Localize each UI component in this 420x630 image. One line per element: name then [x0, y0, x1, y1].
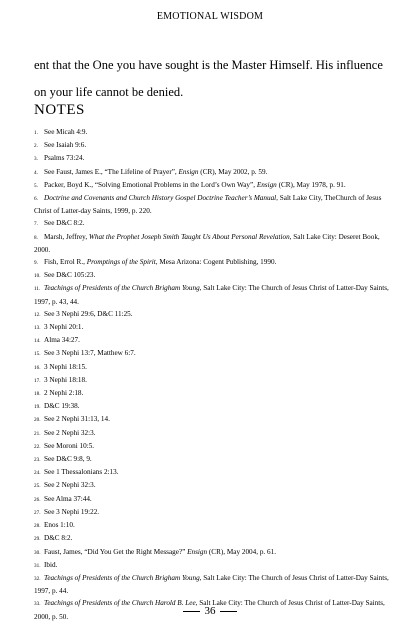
note-number: 3. — [34, 156, 38, 163]
note-item — [34, 506, 390, 519]
note-number: 14. — [34, 338, 41, 345]
note-number: 23. — [34, 457, 41, 464]
note-number: 18. — [34, 391, 41, 398]
note-text: See 3 Nephi 19:22. — [44, 507, 100, 516]
note-text: See 2 Nephi 31:13, 14. — [44, 415, 110, 424]
note-number: 31. — [34, 562, 41, 569]
note-number: 15. — [34, 351, 41, 358]
note-number: 13. — [34, 325, 41, 332]
note-number: 28. — [34, 523, 41, 530]
note-text: 2 Nephi 2:18. — [44, 389, 84, 398]
note-item — [34, 282, 390, 307]
note-number: 33. — [34, 601, 41, 608]
note-text: See 3 Nephi 13:7, Matthew 6:7. — [44, 349, 136, 358]
note-text: Salt Lake City: The Church of Jesus Christ of Latter-Day Saints, 1997, p. 44. — [34, 573, 389, 596]
note-item — [34, 256, 390, 269]
note-title: What the Prophet Joseph Smith Taught Us About Personal Revelation, — [88, 232, 292, 241]
note-item — [34, 572, 390, 597]
note-item — [34, 361, 390, 374]
note-item — [34, 231, 390, 256]
note-number: 20. — [34, 417, 41, 424]
note-text: See 3 Nephi 29:6, D&C 11:25. — [44, 309, 133, 318]
note-item — [34, 321, 390, 334]
note-text: Mesa Arizona: Cogent Publishing, 1990. — [157, 258, 277, 267]
note-title: Teachings of Presidents of the Church Brigham Young, — [44, 284, 202, 293]
note-text: Fish, Errol R., — [44, 258, 87, 267]
note-number: 26. — [34, 496, 41, 503]
note-item — [34, 347, 390, 360]
note-title: Teachings of Presidents of the Church Brigham Young, — [44, 573, 202, 582]
note-item — [34, 217, 390, 230]
note-text: 3 Nephi 18:18. — [44, 375, 87, 384]
note-text: Salt Lake City: The Church of Jesus Christ of Latter-Day Saints, 2000, p. 50. — [34, 599, 385, 621]
note-text: See Isaiah 9:6. — [44, 141, 87, 150]
note-number: 16. — [34, 364, 41, 371]
note-text: Salt Lake City: Deseret Book, 2000. — [34, 232, 380, 254]
note-number: 8. — [34, 234, 38, 241]
note-text: Salt Lake City, TheChurch of Jesus Christ of Latter-day Saints, 1999, p. 220. — [34, 194, 382, 216]
note-text: Enos 1:10. — [44, 521, 75, 530]
note-number: 25. — [34, 483, 41, 490]
note-text: (CR), May 1978, p. 91. — [276, 180, 346, 189]
note-text: D&C 19:38. — [44, 402, 80, 411]
note-number: 27. — [34, 509, 41, 516]
body-paragraph: ent that the One you have sought is the Master Himself. His influence on your life cannot be denied. — [34, 58, 383, 99]
note-item — [34, 479, 390, 492]
note-item — [34, 453, 390, 466]
page-number: 36 — [204, 605, 216, 617]
note-number: 22. — [34, 443, 41, 450]
note-text: See Faust, James E., “The Lifeline of Prayer”, — [44, 167, 179, 176]
note-item — [34, 559, 390, 572]
note-number: 9. — [34, 260, 38, 267]
note-number: 12. — [34, 311, 41, 318]
note-item — [34, 166, 390, 179]
note-number: 10. — [34, 273, 41, 280]
note-text: 3 Nephi 20:1. — [44, 323, 84, 332]
note-item — [34, 139, 390, 152]
note-title: Ensign — [178, 167, 199, 176]
note-text: (CR), May 2002, p. 59. — [198, 167, 268, 176]
note-item — [34, 466, 390, 479]
note-title: Promptings of the Spirit, — [86, 258, 158, 267]
note-item — [34, 493, 390, 506]
footer-rule-left — [183, 611, 200, 612]
note-text: Ibid. — [44, 560, 58, 569]
note-number: 21. — [34, 430, 41, 437]
note-text: Marsh, Jeffrey, — [44, 232, 89, 241]
note-title: Ensign — [187, 547, 208, 556]
note-item — [34, 387, 390, 400]
note-text: See Moroni 10:5. — [44, 441, 95, 450]
note-text: Psalms 73:24. — [44, 154, 85, 163]
footer-rule-right — [220, 611, 237, 612]
note-text: See D&C 8:2. — [44, 219, 85, 228]
note-text: (CR), May 2004, p. 61. — [207, 547, 276, 556]
note-item — [34, 334, 390, 347]
note-text: See D&C 9:8, 9. — [44, 455, 92, 464]
note-item — [34, 308, 390, 321]
note-number: 30. — [34, 549, 41, 556]
note-item — [34, 413, 390, 426]
note-text: Salt Lake City: The Church of Jesus Christ of Latter-Day Saints, 1997, p. 43, 44. — [34, 284, 389, 306]
note-number: 24. — [34, 470, 41, 477]
note-text: See D&C 105:23. — [44, 271, 96, 280]
note-item — [34, 374, 390, 387]
notes-heading: NOTES — [34, 102, 85, 118]
note-number: 1. — [34, 130, 38, 136]
note-text: See Alma 37:44. — [44, 494, 92, 503]
notes-list — [34, 126, 390, 623]
page-footer — [0, 605, 420, 617]
note-item — [34, 400, 390, 413]
note-number: 11. — [34, 286, 41, 293]
note-item — [34, 427, 390, 440]
note-text: Alma 34:27. — [44, 336, 80, 345]
note-text: Packer, Boyd K., “Solving Emotional Problems in the Lord’s Own Way”, — [44, 180, 257, 189]
note-number: 29. — [34, 536, 41, 543]
note-text: See 1 Thessalonians 2:13. — [44, 468, 119, 477]
note-title: Doctrine and Covenants and Church History Gospel Doctrine Teacher’s Manual, — [44, 194, 278, 203]
note-title: Teachings of Presidents of the Church Harold B. Lee, — [44, 599, 198, 608]
note-number: 17. — [34, 377, 41, 384]
note-number: 32. — [34, 575, 41, 582]
note-item — [34, 179, 390, 192]
note-text: See 2 Nephi 32:3. — [44, 481, 96, 490]
note-item — [34, 546, 390, 559]
note-text: D&C 8:2. — [44, 534, 73, 543]
note-item — [34, 440, 390, 453]
note-item — [34, 519, 390, 532]
note-number: 5. — [34, 182, 38, 189]
note-number: 2. — [34, 143, 38, 150]
note-text: See Micah 4:9. — [44, 128, 88, 136]
note-item — [34, 192, 390, 217]
note-item — [34, 152, 390, 165]
running-header: EMOTIONAL WISDOM — [156, 11, 264, 22]
note-text: See 2 Nephi 32:3. — [44, 428, 96, 437]
note-item — [34, 126, 390, 139]
note-number: 4. — [34, 169, 38, 176]
note-title: Ensign — [256, 180, 277, 189]
note-text: Faust, James, “Did You Get the Right Message?” — [44, 547, 188, 556]
note-item — [34, 532, 390, 545]
note-text: 3 Nephi 18:15. — [44, 362, 87, 371]
note-number: 7. — [34, 221, 38, 228]
note-number: 6. — [34, 196, 38, 203]
note-item — [34, 269, 390, 282]
note-number: 19. — [34, 404, 41, 411]
